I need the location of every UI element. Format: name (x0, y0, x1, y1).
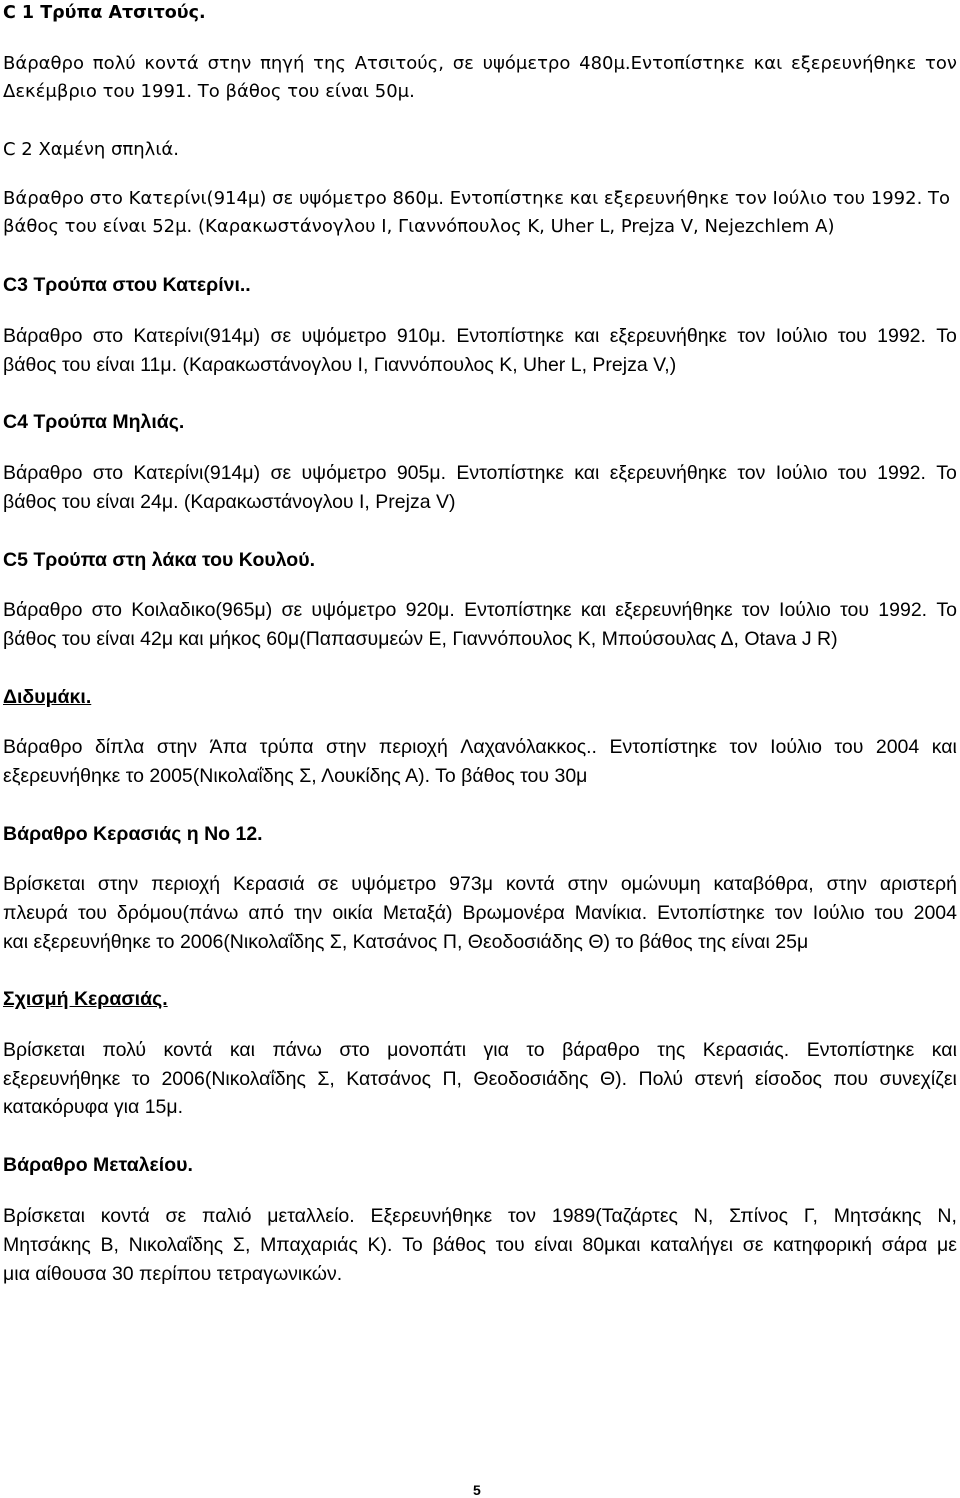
word: Μεταξά) (382, 902, 453, 924)
word: ομώνυμη (620, 873, 701, 895)
section-body-line (3, 55, 957, 73)
word: δρόμου(πάνω (116, 902, 239, 924)
word: την (293, 902, 323, 924)
word: παλιό (202, 1205, 252, 1227)
word: Κερασιά (233, 873, 305, 895)
word: σε (452, 53, 474, 74)
word: στο (92, 462, 124, 484)
word: Ιούλιο (779, 599, 831, 621)
word: του (495, 1234, 525, 1256)
section-body-line (3, 1207, 957, 1227)
word: Βρίσκεται (3, 1205, 85, 1227)
word: τον (729, 736, 758, 758)
section-body-line (3, 464, 957, 484)
word: κοντά (100, 1205, 150, 1227)
word: εξερευνήθηκε (609, 462, 727, 484)
section-body-line (3, 1236, 957, 1256)
word: 80μκαι (582, 1234, 641, 1256)
word: καταβόθρα, (713, 873, 814, 895)
word: 920μ. (405, 599, 455, 621)
word: Σπίνος (729, 1205, 789, 1227)
word: υψόμετρο (351, 873, 437, 895)
word: 2004 (913, 902, 957, 924)
word: Ατσιτούς, (354, 53, 444, 74)
section-heading-c3: C3 Τρούπα στου Κατερίνι.. (3, 274, 251, 296)
word: του (834, 736, 864, 758)
word: Εξερευνήθηκε (370, 1205, 493, 1227)
word: Μητσάκης (833, 1205, 922, 1227)
word: δίπλα (94, 736, 145, 758)
word: Κατσάνος (346, 1068, 432, 1090)
word: πάνω (272, 1039, 322, 1061)
word: της (657, 1039, 686, 1061)
word: πηγή (260, 53, 305, 74)
word: τον (737, 325, 766, 347)
word: Το (936, 325, 957, 347)
word: μεταλλείο. (267, 1205, 355, 1227)
word: σε (281, 599, 303, 621)
section-heading-c5: C5 Τρούπα στη λάκα του Κουλού. (3, 549, 315, 571)
word: εξερευνήθηκε (790, 53, 917, 74)
word: 973μ (449, 873, 493, 895)
word: τον (507, 1205, 537, 1227)
word: του (837, 325, 867, 347)
section-body-line (3, 904, 957, 924)
section-heading-c4: C4 Τρούπα Μηλιάς. (3, 411, 185, 433)
word: στην (567, 873, 608, 895)
word: Το (936, 599, 957, 621)
word: τον (774, 902, 803, 924)
section-body-line (3, 327, 957, 347)
word: και (931, 736, 957, 758)
word: με (937, 1234, 957, 1256)
word: Β, (100, 1234, 119, 1256)
word: υψόμετρο (482, 53, 571, 74)
word: Βάραθρο (3, 53, 84, 74)
word: Βάραθρο (3, 325, 83, 347)
section-heading-c2: C 2 Χαμένη σπηλιά. (3, 139, 180, 160)
word: Μητσάκης (3, 1234, 91, 1256)
word: στην (207, 53, 252, 74)
word: Κοιλαδικο(965μ) (131, 599, 273, 621)
word: τον (737, 462, 766, 484)
word: βάραθρο (562, 1039, 640, 1061)
section-body-line (3, 1041, 957, 1061)
word: Το (402, 1234, 423, 1256)
word: συνεχίζει (879, 1068, 957, 1090)
word: Εντοπίστηκε (806, 1039, 915, 1061)
word: είναι (534, 1234, 573, 1256)
word: Ιούλιο (775, 462, 828, 484)
word: Θεοδοσιάδης (473, 1068, 589, 1090)
word: 1992. (877, 325, 926, 347)
word: Βάραθρο (3, 599, 83, 621)
word: στην (97, 873, 139, 895)
word: σε (165, 1205, 187, 1227)
section-body-line (3, 875, 957, 895)
word: εξερευνήθηκε (609, 325, 727, 347)
word: υψόμετρο (311, 599, 397, 621)
word: στην (156, 736, 198, 758)
word: Εντοπίστηκε (456, 325, 564, 347)
word: τρύπα (259, 736, 314, 758)
word: κοντά (144, 53, 199, 74)
word: εξερευνήθηκε (615, 599, 733, 621)
word: και (574, 325, 600, 347)
word: Βρίσκεται (3, 1039, 85, 1061)
word: είσοδος (754, 1068, 822, 1090)
word: Ιούλιο (770, 736, 822, 758)
section-body-line: εξερευνήθηκε το 2005(Νικολαΐδης Σ, Λουκίδης Α). Το βάθος του 30μ (3, 765, 588, 787)
section-body-line (3, 601, 957, 621)
word: σε (270, 462, 292, 484)
word: Μανίκια. (574, 902, 648, 924)
word: Κατερίνι(914μ) (133, 462, 261, 484)
word: Γ, (803, 1205, 818, 1227)
word: για (483, 1039, 509, 1061)
word: στο (91, 599, 122, 621)
section-body-line (3, 738, 957, 758)
word: το (526, 1039, 545, 1061)
word: σε (742, 1234, 764, 1256)
section-body-line: βάθος του είναι 42μ και μήκος 60μ(Παπασυμεών Ε, Γιαννόπουλος Κ, Μπούσουλας Δ, Otava J R) (3, 628, 838, 650)
section-heading-didymaki: Διδυμάκι. (3, 686, 92, 708)
word: Βρωμονέρα (462, 902, 565, 924)
word: Ιούλιο (812, 902, 865, 924)
section-heading-kerasia: Βάραθρο Κερασιάς η Νο 12. (3, 823, 263, 845)
word: υψόμετρο (301, 462, 387, 484)
word: Πολύ (638, 1068, 684, 1090)
section-body-line: βάθος του είναι 11μ. (Καρακωστάνογλου Ι, Γιαννόπουλος Κ, Uher L, Prejza V,) (3, 354, 677, 376)
word: Το (936, 462, 957, 484)
word: Ιούλιο (775, 325, 828, 347)
word: περιοχή (151, 873, 221, 895)
word: στην (326, 736, 367, 758)
word: 1992. (877, 462, 926, 484)
word: του (77, 902, 107, 924)
word: στην (826, 873, 867, 895)
word: υψόμετρο (301, 325, 387, 347)
word: στενή (694, 1068, 744, 1090)
word: καταλήγει (650, 1234, 734, 1256)
word: Άπα (209, 736, 248, 758)
word: 1992. (878, 599, 928, 621)
section-body-line: βάθος του είναι 24μ. (Καρακωστάνογλου Ι, Prejza V) (3, 491, 456, 513)
word: 905μ. (396, 462, 447, 484)
word: τον (741, 599, 770, 621)
word: και (753, 53, 783, 74)
word: οικία (332, 902, 373, 924)
word: στο (339, 1039, 370, 1061)
section-body-line: μια αίθουσα 30 περίπου τετραγωνικών. (3, 1263, 343, 1285)
word: πολύ (102, 1039, 147, 1061)
word: Ν, (693, 1205, 714, 1227)
word: κατηφορική (773, 1234, 872, 1256)
word: του (837, 462, 867, 484)
word: της (313, 53, 346, 74)
section-body-line (3, 1070, 957, 1090)
word: Σ, (232, 1234, 251, 1256)
word: Θ). (600, 1068, 628, 1090)
word: στο (92, 325, 124, 347)
word: τον (925, 53, 957, 74)
word: Εντοπίστηκε (609, 736, 718, 758)
page-number: 5 (473, 1482, 481, 1498)
word: Νικολαΐδης (128, 1234, 224, 1256)
word: Βάραθρο (3, 736, 83, 758)
word: 2006(Νικολαΐδης (161, 1068, 306, 1090)
section-body-line: Δεκέμβριο του 1991. Το βάθος του είναι 50μ. (3, 81, 415, 102)
word: και (574, 462, 600, 484)
word: μονοπάτι (387, 1039, 467, 1061)
word: εξερευνήθηκε (3, 1068, 121, 1090)
word: αριστερή (879, 873, 957, 895)
word: 480μ.Εντοπίστηκε (579, 53, 745, 74)
section-body-line: Βάραθρο στο Κατερίνι(914μ) σε υψόμετρο 860μ. Εντοπίστηκε και εξερευνήθηκε τον Ιούλιο του 1992. Το (3, 188, 951, 209)
word: Κατερίνι(914μ) (133, 325, 261, 347)
section-heading-schismi: Σχισμή Κερασιάς. (3, 988, 168, 1010)
section-body-line: και εξερευνήθηκε το 2006(Νικολαΐδης Σ, Κατσάνος Π, Θεοδοσιάδης Θ) το βάθος της είναι 25μ (3, 931, 809, 953)
word: Βάραθρο (3, 462, 83, 484)
word: Μπαχαριάς (260, 1234, 358, 1256)
word: κοντά (163, 1039, 213, 1061)
word: σάρα (881, 1234, 928, 1256)
word: 1989(Ταζάρτες (551, 1205, 678, 1227)
section-body-line: βάθος του είναι 52μ. (Καρακωστάνογλου Ι, Γιαννόπουλος Κ, Uher L, Prejza V, Nejezchlem A) (3, 216, 835, 237)
word: και (931, 1039, 957, 1061)
word: Εντοπίστηκε (456, 462, 564, 484)
word: Λαχανόλακκος.. (460, 736, 597, 758)
word: και (580, 599, 606, 621)
word: Βρίσκεται (3, 873, 85, 895)
word: Ν, (937, 1205, 957, 1227)
word: πλευρά (3, 902, 68, 924)
word: Εντοπίστηκε (657, 902, 765, 924)
word: Κ). (367, 1234, 393, 1256)
word: σε (270, 325, 292, 347)
word: σε (317, 873, 339, 895)
word: βάθος (432, 1234, 487, 1256)
word: και (229, 1039, 255, 1061)
word: του (840, 599, 870, 621)
word: Π, (442, 1068, 462, 1090)
word: το (131, 1068, 151, 1090)
word: Κερασιάς. (702, 1039, 790, 1061)
word: κοντά (505, 873, 555, 895)
word: 910μ. (396, 325, 447, 347)
section-heading-metaleio: Βάραθρο Μεταλείου. (3, 1154, 193, 1176)
word: Σ, (317, 1068, 335, 1090)
word: Εντοπίστηκε (464, 599, 572, 621)
word: περιοχή (378, 736, 448, 758)
word: πολύ (92, 53, 136, 74)
section-body-line: κατακόρυφα για 15μ. (3, 1096, 184, 1118)
word: του (874, 902, 904, 924)
word: 2004 (875, 736, 920, 758)
word: από (248, 902, 284, 924)
section-heading-c1: C 1 Τρύπα Ατσιτούς. (3, 3, 206, 23)
word: που (833, 1068, 869, 1090)
